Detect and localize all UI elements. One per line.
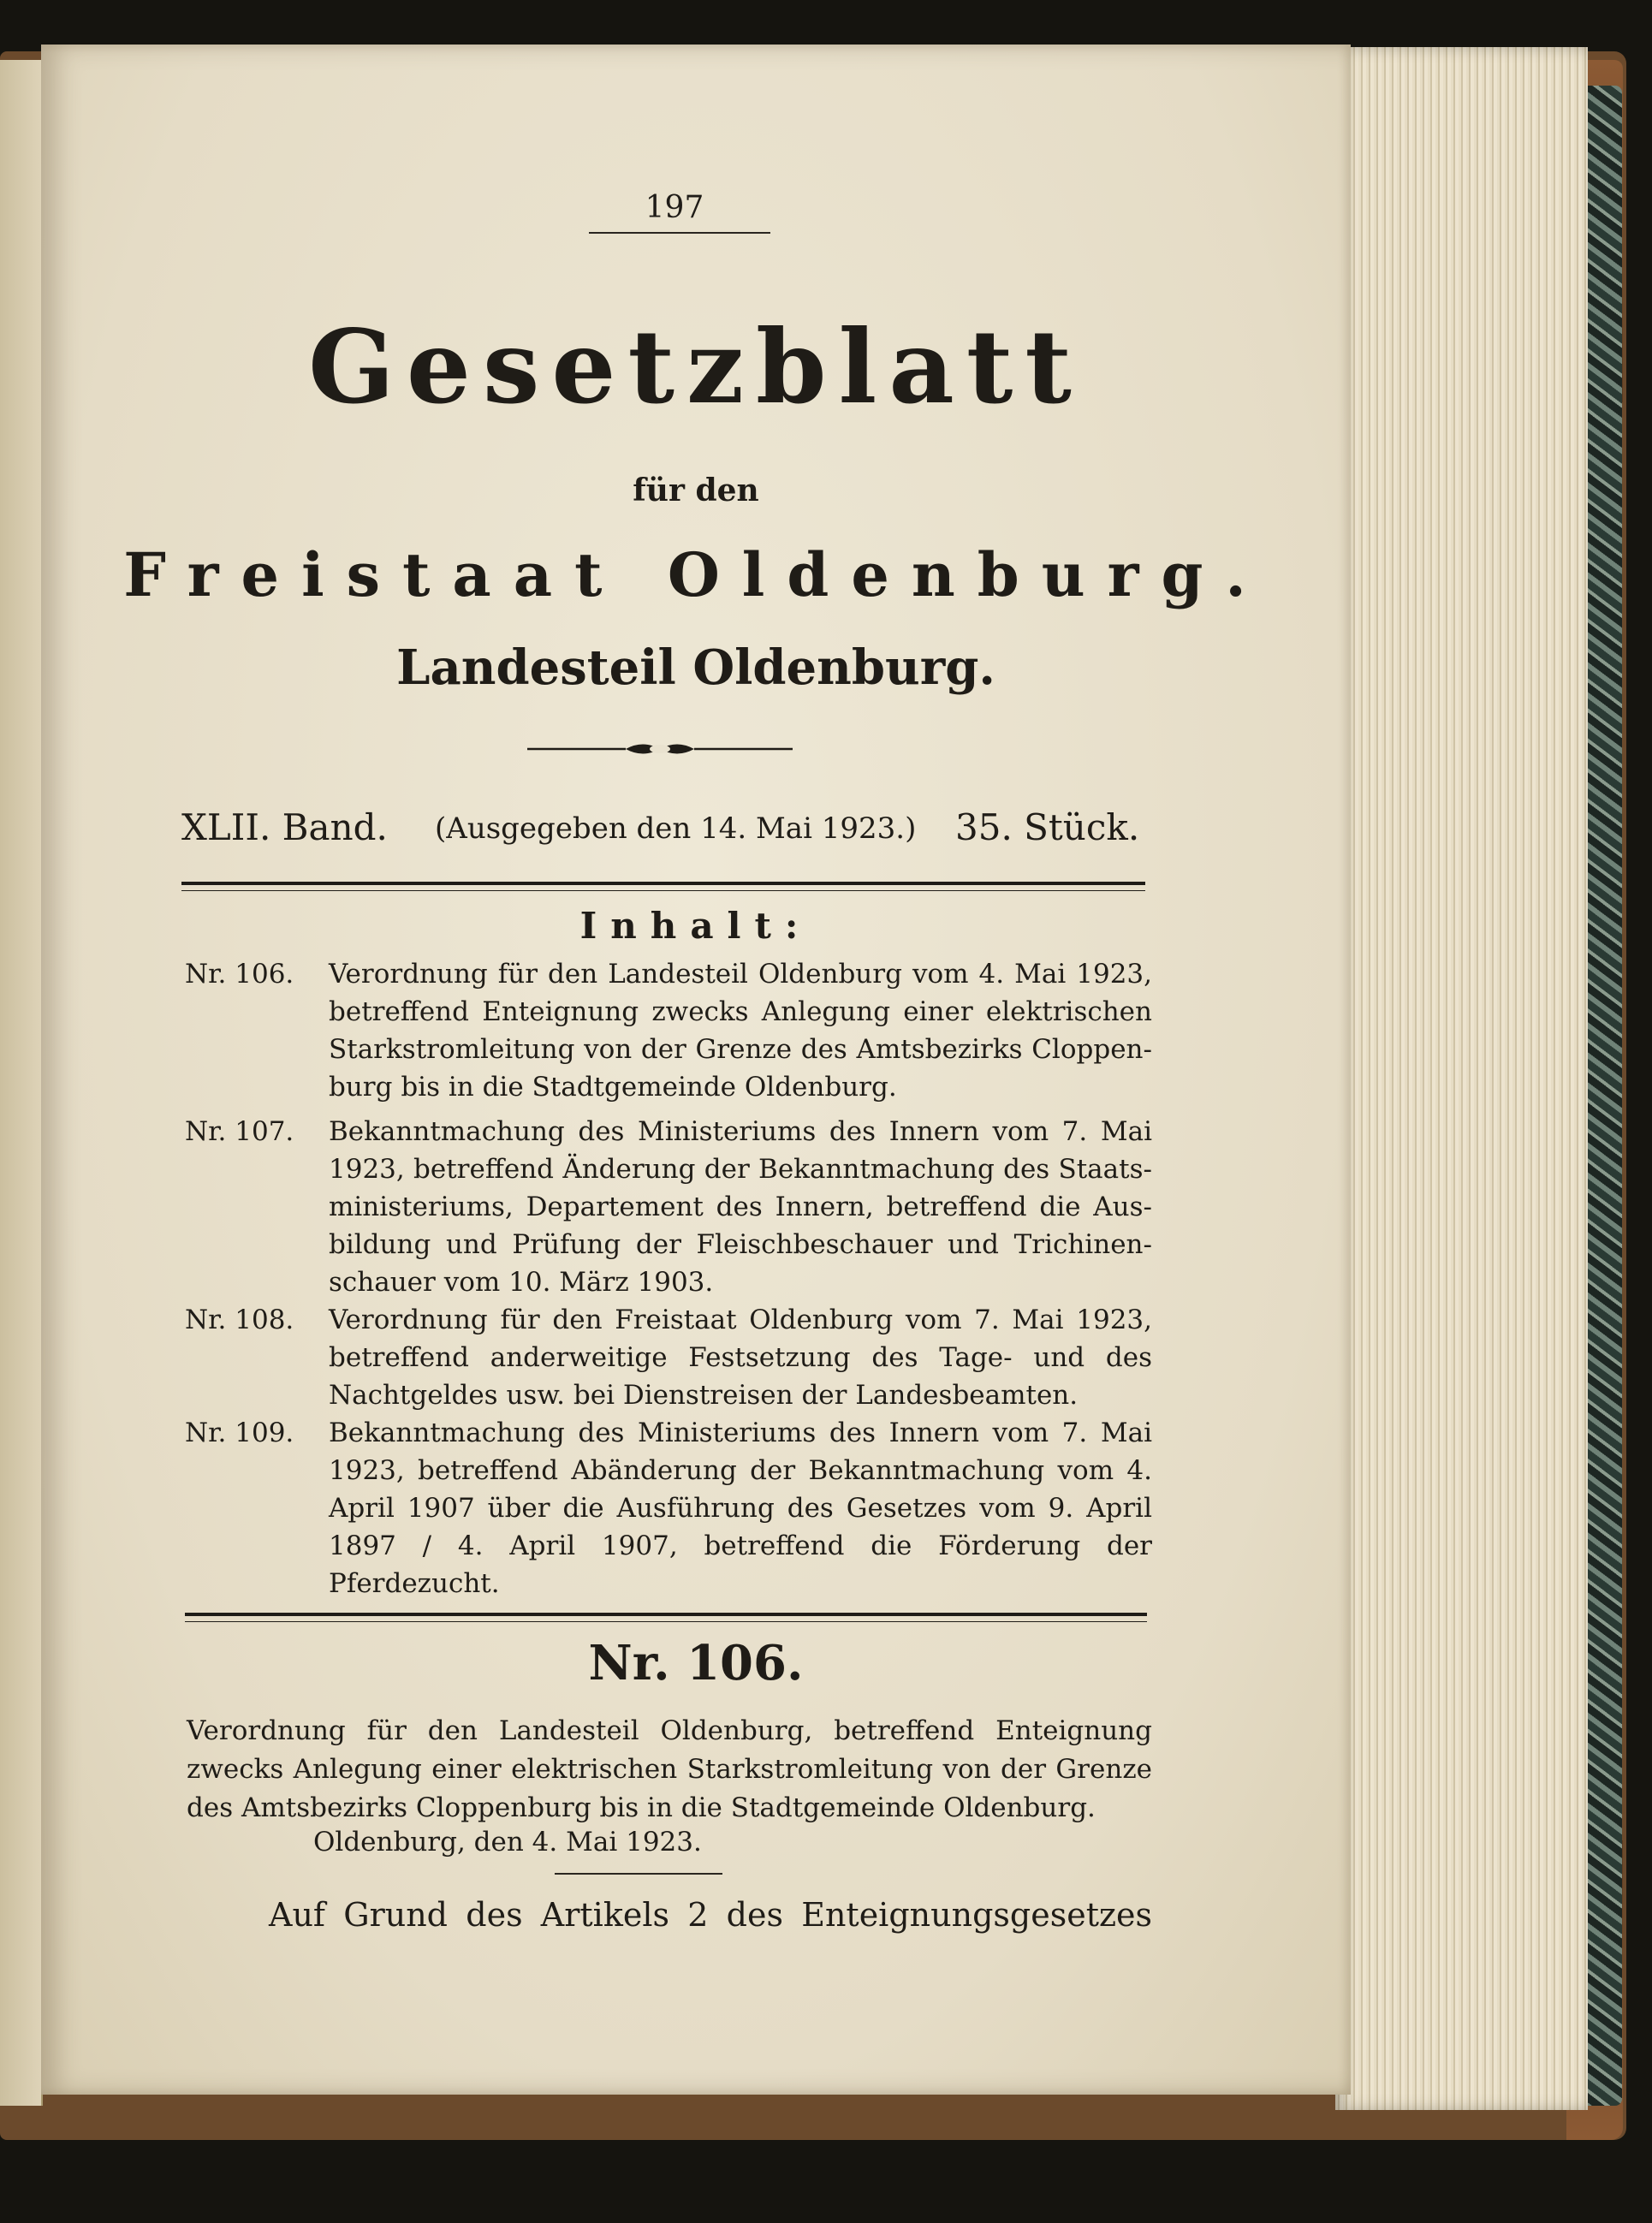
page-edges [1335,47,1588,2110]
decree-number: Nr. 106. [588,1635,804,1691]
double-rule-top [181,882,1145,891]
contents-entry-text: Verordnung für den Freistaat Oldenburg vom 7. Mai 1923, betreffend anderweitige Festsetzung des Tage- und des Nachtgeldes usw. bei Dienstreisen der Landesbeamten. [329,1305,1152,1411]
issue-date: (Ausgegeben den 14. Mai 1923.) [435,811,917,846]
contents-entry [185,1301,1152,1414]
gazette-subtitle: für den [633,473,759,508]
decree-rule [555,1873,722,1875]
contents-heading: Inhalt: [579,905,812,947]
contents-entry-number: Nr. 107. [185,1116,294,1147]
document-page [41,45,1351,2095]
volume-label: XLII. Band. [181,806,388,848]
page-number-rule [589,232,770,234]
contents-entry-number: Nr. 109. [185,1418,294,1448]
double-rule-bottom [185,1613,1147,1622]
contents-entry-text: Bekanntmachung des Ministeriums des Innern vom 7. Mai 1923, betreffend Abänderung der Bekanntmachung vom 4. April 1907 über die Ausführung des Gesetzes vom 9. April 1897 / 4. April 1907, betreffend die Förderung der Pferdezucht. [329,1418,1152,1599]
page-number: 197 [645,190,704,225]
contents-entry-text: Verordnung für den Landesteil Oldenburg vom 4. Mai 1923, betreffend Enteignung zwecks Anlegung einer elektrischen Starkstromleitung von der Grenze des Amtsbezirks Cloppenburg bis in die Stadtgemeinde Oldenburg. [329,959,1152,1103]
decree-place-date: Oldenburg, den 4. Mai 1923. [313,1827,702,1857]
gazette-title: Gesetzblatt [308,307,1084,426]
region-name: Landesteil Oldenburg. [396,639,995,696]
contents-entry-number: Nr. 106. [185,959,294,990]
part-number: 35. Stück. [955,806,1140,848]
ornament-divider [527,736,793,762]
contents-entry [185,1113,1152,1301]
contents-entry [185,1414,1152,1602]
left-page-edge [0,60,43,2106]
contents-entry-text: Bekanntmachung des Ministeriums des Innern vom 7. Mai 1923, betreffend Änderung der Bekanntmachung des Staatsministeriums, Departement des Innern, betreffend die Ausbildung und Prüfung der Fleischbeschauer und Trichinenschauer vom 10. März 1903. [329,1116,1152,1298]
state-name: Freistaat Oldenburg. [123,539,1269,610]
decree-body-text: Auf Grund des Artikels 2 des Enteignungsgesetzes [269,1896,1152,1934]
contents-entry [185,955,1152,1106]
contents-entry-number: Nr. 108. [185,1305,294,1335]
decree-title: Verordnung für den Landesteil Oldenburg, betreffend Enteignung zwecks Anlegung einer elektrischen Starkstromleitung von der Grenze des Amtsbezirks Cloppenburg bis in die Stadtgemeinde Oldenburg. [187,1715,1152,1823]
